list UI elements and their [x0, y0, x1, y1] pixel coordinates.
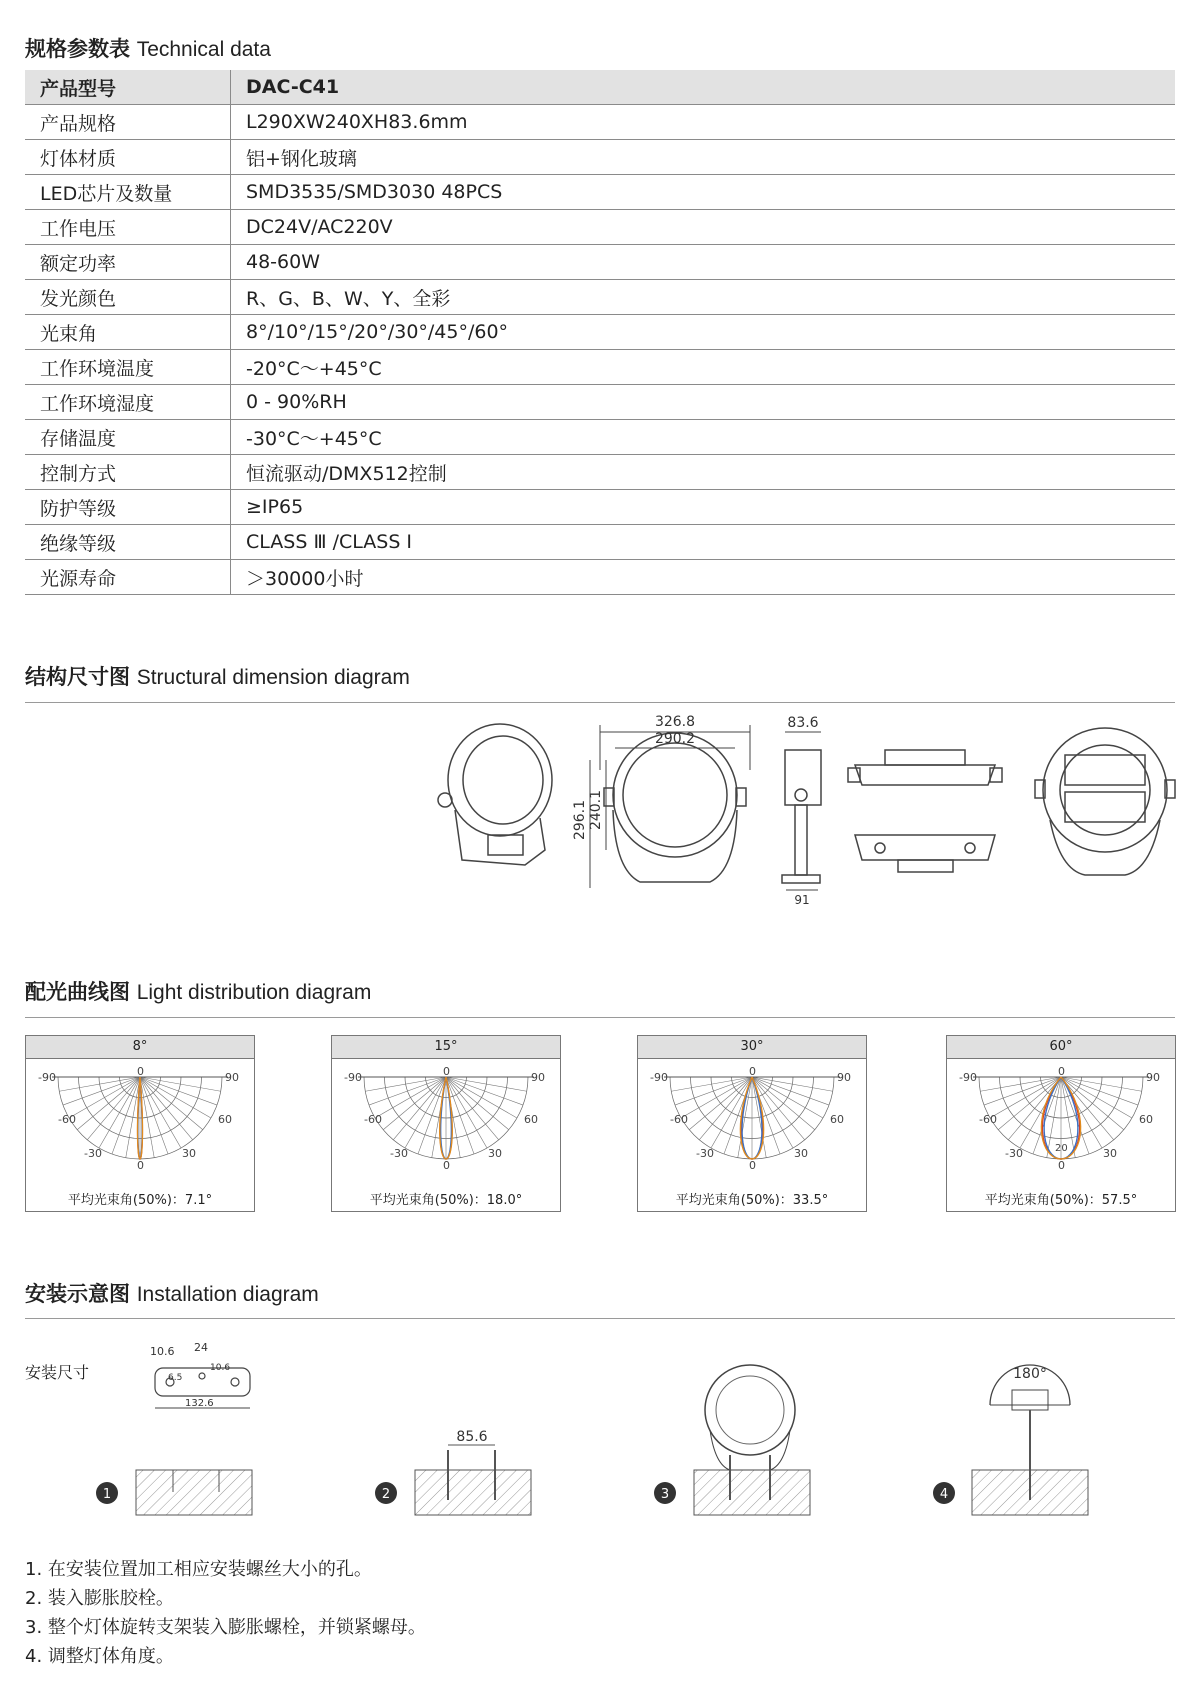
spec-key: 工作电压	[25, 210, 231, 245]
polar-tick-label: -60	[364, 1113, 382, 1126]
polar-tick-label: 60	[830, 1113, 844, 1126]
spec-key: 光束角	[25, 315, 231, 350]
spec-key: 绝缘等级	[25, 525, 231, 560]
polar-tick-label: -90	[38, 1071, 56, 1084]
mount-dim-1: 10.6	[150, 1345, 175, 1358]
spec-key: 发光颜色	[25, 280, 231, 315]
spec-key: 防护等级	[25, 490, 231, 525]
spacing-label: 85.6	[456, 1429, 488, 1445]
polar-tick-label: 60	[1139, 1113, 1153, 1126]
step-2	[375, 1429, 531, 1515]
mount-dim-4: 10.6	[210, 1363, 231, 1373]
spec-key: 额定功率	[25, 245, 231, 280]
step-number: 3	[660, 1487, 670, 1502]
spec-key: 存储温度	[25, 420, 231, 455]
spec-key: LED芯片及数量	[25, 175, 231, 210]
spec-key: 控制方式	[25, 455, 231, 490]
spec-row	[25, 105, 1175, 140]
polar-tick-label: 90	[1146, 1071, 1160, 1084]
spec-row	[25, 350, 1175, 385]
tech-title	[25, 33, 271, 63]
install-step-text: 3. 整个灯体旋转支架装入膨胀螺栓，并锁紧螺母。	[25, 1617, 426, 1638]
polar-tick-label: 30	[794, 1147, 808, 1160]
dim-width-outer: 326.8	[654, 714, 696, 730]
polar-tick-label: -90	[959, 1071, 977, 1084]
dim-height-outer: 296.1	[572, 799, 588, 841]
spec-value: 48-60W	[231, 245, 1176, 280]
polar-caption: 平均光束角(50%)：57.5°	[984, 1193, 1138, 1208]
polar-tick-label: -30	[390, 1147, 408, 1160]
mount-dim-5: 132.6	[185, 1398, 214, 1409]
installation-drawings	[0, 1330, 1200, 1545]
top-view	[848, 750, 1002, 785]
install-step-text: 2. 装入膨胀胶栓。	[25, 1588, 174, 1609]
polar-tick-label: 90	[531, 1071, 545, 1084]
polar-chart	[946, 1035, 1176, 1212]
spec-value: ＞30000小时	[231, 560, 1176, 595]
polar-tick-label: 20	[1055, 1143, 1068, 1154]
step-3	[654, 1365, 810, 1515]
spec-value: R、G、B、W、Y、全彩	[231, 280, 1176, 315]
spec-row	[25, 560, 1175, 595]
spec-value: 8°/10°/15°/20°/30°/45°/60°	[231, 315, 1176, 350]
step-number: 2	[381, 1487, 391, 1502]
spec-value: 0 - 90%RH	[231, 385, 1176, 420]
spec-header-row	[25, 70, 1175, 105]
spec-value: 铝+钢化玻璃	[231, 140, 1176, 175]
polar-grid	[52, 1077, 228, 1159]
polar-tick-label: -90	[650, 1071, 668, 1084]
spec-row	[25, 210, 1175, 245]
polar-plot	[638, 1059, 866, 1184]
polar-tick-label: 0	[137, 1159, 144, 1172]
polar-tick-label: 60	[524, 1113, 538, 1126]
spec-row	[25, 280, 1175, 315]
spec-value: 恒流驱动/DMX512控制	[231, 455, 1176, 490]
side-view	[782, 732, 821, 890]
install-divider	[25, 1318, 1175, 1319]
spec-row	[25, 175, 1175, 210]
dim-height-inner: 240.1	[588, 789, 604, 831]
polar-tick-label: 30	[182, 1147, 196, 1160]
polar-tick-label: 30	[1103, 1147, 1117, 1160]
install-title	[25, 1278, 319, 1308]
spec-row	[25, 315, 1175, 350]
polar-tick-label: -90	[344, 1071, 362, 1084]
light-title-zh: 配光曲线图	[25, 980, 130, 1004]
light-divider	[25, 1017, 1175, 1018]
step-4	[933, 1365, 1088, 1515]
spec-row	[25, 140, 1175, 175]
struct-title	[25, 661, 410, 691]
dim-base: 91	[794, 893, 810, 907]
polar-tick-label: 90	[225, 1071, 239, 1084]
bottom-view	[855, 835, 995, 872]
polar-tick-label: 0	[1058, 1065, 1065, 1078]
polar-angle: 30°	[638, 1036, 866, 1059]
spec-header-key: 产品型号	[25, 70, 231, 105]
install-steps	[25, 1555, 426, 1671]
polar-tick-label: -30	[1005, 1147, 1023, 1160]
structure-drawings	[0, 710, 1200, 910]
back-view	[1035, 728, 1175, 875]
struct-title-en: Structural dimension diagram	[136, 666, 410, 689]
polar-tick-label: -60	[979, 1113, 997, 1126]
dim-width-inner: 290.2	[654, 731, 696, 747]
spec-value: -30°C～+45°C	[231, 420, 1176, 455]
polar-caption: 平均光束角(50%)：7.1°	[67, 1193, 213, 1208]
struct-divider	[25, 702, 1175, 703]
polar-tick-label: -60	[670, 1113, 688, 1126]
spec-row	[25, 455, 1175, 490]
polar-chart	[637, 1035, 867, 1212]
spec-table	[25, 70, 1175, 595]
polar-chart	[331, 1035, 561, 1212]
polar-tick-label: 0	[1058, 1159, 1065, 1172]
polar-tick-label: 30	[488, 1147, 502, 1160]
spec-key: 工作环境湿度	[25, 385, 231, 420]
dim-depth: 83.6	[787, 715, 819, 731]
rotation-label: 180°	[1013, 1366, 1047, 1382]
spec-key: 灯体材质	[25, 140, 231, 175]
polar-tick-label: -30	[84, 1147, 102, 1160]
perspective-view	[438, 724, 552, 865]
step-number: 1	[102, 1487, 112, 1502]
polar-angle: 15°	[332, 1036, 560, 1059]
polar-caption: 平均光束角(50%)：33.5°	[675, 1193, 829, 1208]
polar-grid	[664, 1077, 840, 1159]
spec-value: L290XW240XH83.6mm	[231, 105, 1176, 140]
polar-caption: 平均光束角(50%)：18.0°	[369, 1193, 523, 1208]
polar-tick-label: 0	[137, 1065, 144, 1078]
spec-key: 产品规格	[25, 105, 231, 140]
polar-plot	[947, 1059, 1175, 1184]
polar-tick-label: -60	[58, 1113, 76, 1126]
light-title-en: Light distribution diagram	[136, 981, 372, 1004]
install-step-text: 4. 调整灯体角度。	[25, 1646, 174, 1667]
spec-value: SMD3535/SMD3030 48PCS	[231, 175, 1176, 210]
tech-title-en: Technical data	[136, 38, 271, 61]
mount-dim-2: 24	[194, 1341, 208, 1354]
spec-key: 光源寿命	[25, 560, 231, 595]
polar-tick-label: 0	[443, 1065, 450, 1078]
polar-plot	[26, 1059, 254, 1184]
struct-title-zh: 结构尺寸图	[25, 665, 130, 689]
polar-tick-label: 0	[749, 1065, 756, 1078]
spec-value: CLASS Ⅲ /CLASS Ⅰ	[231, 525, 1176, 560]
step-number: 4	[939, 1487, 949, 1502]
polar-angle: 8°	[26, 1036, 254, 1059]
spec-row	[25, 385, 1175, 420]
polar-tick-label: 0	[443, 1159, 450, 1172]
spec-key: 工作环境温度	[25, 350, 231, 385]
polar-tick-label: -30	[696, 1147, 714, 1160]
polar-tick-label: 60	[218, 1113, 232, 1126]
spec-row	[25, 420, 1175, 455]
polar-tick-label: 0	[749, 1159, 756, 1172]
tech-title-zh: 规格参数表	[25, 37, 130, 61]
spec-row	[25, 525, 1175, 560]
step-1	[96, 1470, 252, 1515]
install-title-en: Installation diagram	[136, 1283, 319, 1306]
polar-angle: 60°	[947, 1036, 1175, 1059]
install-size-label: 安装尺寸	[25, 1363, 90, 1382]
polar-plot	[332, 1059, 560, 1184]
spec-value: -20°C～+45°C	[231, 350, 1176, 385]
front-view	[590, 725, 750, 888]
spec-row	[25, 490, 1175, 525]
spec-header-value: DAC-C41	[231, 70, 1176, 105]
light-title	[25, 976, 371, 1006]
install-step-text: 1. 在安装位置加工相应安装螺丝大小的孔。	[25, 1559, 372, 1580]
spec-row	[25, 245, 1175, 280]
mount-dim-3: 6.5	[168, 1373, 183, 1383]
spec-value: DC24V/AC220V	[231, 210, 1176, 245]
polar-tick-label: 90	[837, 1071, 851, 1084]
spec-value: ≥IP65	[231, 490, 1176, 525]
install-title-zh: 安装示意图	[25, 1282, 130, 1306]
polar-grid	[358, 1077, 534, 1159]
polar-chart	[25, 1035, 255, 1212]
